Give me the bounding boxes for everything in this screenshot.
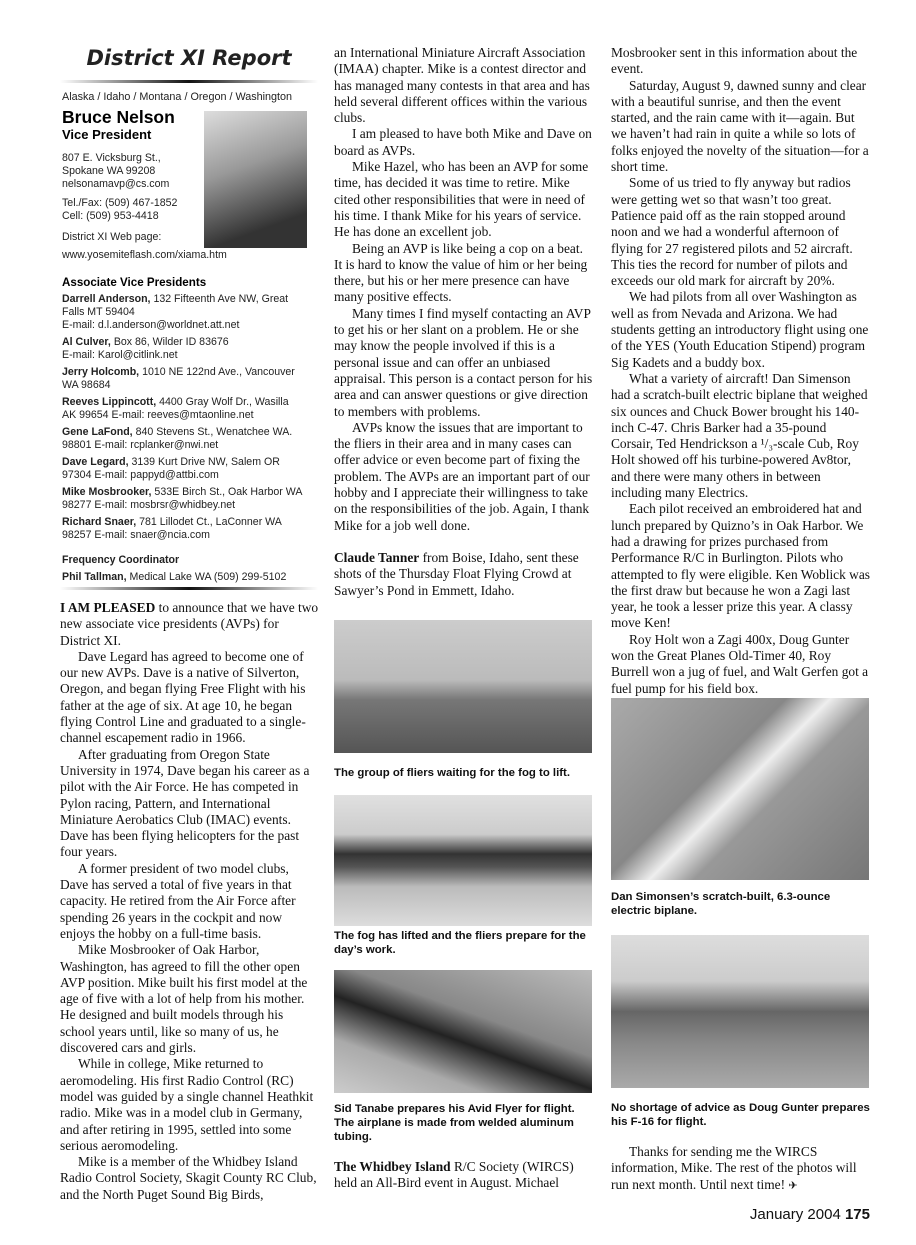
column-3-end <box>611 1144 871 1194</box>
portrait-photo <box>204 111 307 248</box>
frequency-heading: Frequency Coordinator <box>62 554 180 566</box>
paragraph: Each pilot received an embroidered hat and lunch prepared by Quizno’s in Oak Harbor. We had a drawing for prizes purchased from Performance R/C in Burlington. Pilots who attempted to fly were eligible. Ken Woblick was the first draw but because he won a Zagi last year, he took a lesser prize this year. A classy move Ken! <box>611 501 870 631</box>
frequency-coordinator <box>62 571 318 584</box>
photo-fog-lifted <box>334 795 592 926</box>
person-details: 98277 E-mail: mosbrsr@whidbey.net <box>62 499 236 511</box>
paragraph: Saturday, August 9, dawned sunny and clear with a beautiful sunrise, and then the event started, and the rain came with it—again. But we haven’t had rain in quite a while so lots of folks enjoyed the novelty of the situation—for a short time. <box>611 77 869 175</box>
lead-in: Claude Tanner <box>334 549 420 565</box>
caption: The fog has lifted and the fliers prepare for the day’s work. <box>334 930 586 956</box>
person-name: Mike Mosbrooker, <box>62 486 152 498</box>
lead-in: The Whidbey Island <box>334 1159 451 1174</box>
issue-date: January 2004 <box>749 1206 841 1223</box>
person-details: Medical Lake WA (509) 299-5102 <box>126 571 287 583</box>
paragraph: Mosbrooker sent in this information about the event. <box>611 45 858 77</box>
paragraph: AVPs know the issues that are important to the fliers in their area and in many cases can offer advice or even become part of fixing the problem. The AVPs are an important part of our hobby and I appreciate their willingness to take on the responsibilities of the job. Again, I thank Mike for a job well done. <box>334 419 590 533</box>
column-2 <box>334 45 594 599</box>
person-name: Dave Legard, <box>62 456 129 468</box>
associate-list <box>62 276 318 584</box>
paragraph <box>60 600 320 649</box>
paragraph: A former president of two model clubs, Dave has served a total of five years in that capacity. He retired from the Air Force after spending 26 years in the cockpit and now enjoys the hobby on a full-time basis. <box>60 860 296 941</box>
person-name: Reeves Lippincott, <box>62 396 157 408</box>
web-label: District XI Web page: <box>62 231 162 243</box>
caption: Dan Simonsen’s scratch-built, 6.3-ounce electric biplane. <box>611 891 831 917</box>
paragraph <box>611 1144 871 1194</box>
vp-contact <box>62 152 227 262</box>
paragraph: Dave Legard has agreed to become one of our new AVPs. Dave is a native of Silverton, Oregon, and began flying Free Flight with his father at the age of six. At age 10, he began flying Control Line and graduated to a single-channel escapement radio in 1966. <box>60 648 306 746</box>
paragraph <box>334 550 594 599</box>
paragraph: Mike Mosbrooker of Oak Harbor, Washington, has agreed to fill the other open AVP position. Mike built his first model at the age of five with a lot of help from his mother. He designed and built models through his school years until, like so many of us, he discovered cars and girls. <box>60 942 308 1056</box>
person-details: 781 Lillodet Ct., LaConner WA <box>136 516 282 528</box>
person-details: 4400 Gray Wolf Dr., Wasilla <box>156 396 289 408</box>
states-list: Alaska / Idaho / Montana / Oregon / Washington <box>62 91 293 103</box>
photo-fliers-fog <box>334 620 592 753</box>
address-line: Spokane WA 99208 <box>62 165 156 177</box>
paragraph <box>334 1159 594 1192</box>
paragraph: What a variety of aircraft! Dan Simenson had a scratch-built electric biplane that weighed six ounces and Chuck Bower brought his 140-inch C-47. Chris Barker had a 35-pound Corsair, Ted Hendrickson a ¹/₃-scale Cub, Roy Holt showed off his turbine-powered Av8tor, and there were many others in between including many Electrics. <box>611 370 868 501</box>
paragraph: Roy Holt won a Zagi 400x, Doug Gunter won the Great Planes Old-Timer 40, Roy Burrell won a jug of fuel, and Walt Gerfen got a fuel pump for his field box. <box>611 631 869 696</box>
person-details: 3139 Kurt Drive NW, Salem OR <box>128 456 280 468</box>
associate-entries <box>62 293 318 542</box>
paragraph-text: to announce that we have two new associate vice presidents (AVPs) for District XI. <box>60 600 319 648</box>
person-details: WA 98684 <box>62 379 111 391</box>
paragraph: While in college, Mike returned to aeromodeling. His first Radio Control (RC) model was guided by a single channel Heathkit radio. Mike was in a model club in Germany, and after retiring in 1995, settled into some serious aeromodeling. <box>60 1056 314 1153</box>
paragraph-text: from Boise, Idaho, sent these shots of the Thursday Float Flying Crowd at Sawyer’s Pond in Emmett, Idaho. <box>334 549 579 598</box>
paragraph-text: R/C Society (WIRCS) held an All-Bird event in August. Michael <box>334 1159 574 1191</box>
address-line: 807 E. Vicksburg St., <box>62 152 161 164</box>
page-footer <box>750 1206 870 1223</box>
person-details: 98257 E-mail: snaer@ncia.com <box>62 529 210 541</box>
column-title: District XI Report <box>86 46 292 70</box>
person-details: 1010 NE 122nd Ave., Vancouver <box>139 366 295 378</box>
paragraph: Being an AVP is like being a cop on a beat. It is hard to know the value of him or her being there, but his or her mere presence can have many positive effects. <box>334 240 588 305</box>
column-3 <box>611 45 871 697</box>
column-2-end <box>334 1159 594 1192</box>
paragraph: Mike is a member of the Whidbey Island Radio Control Society, Skagit County RC Club, and the North Puget Sound Big Birds, <box>60 1154 317 1202</box>
associate-entry <box>62 366 318 392</box>
associate-entry <box>62 336 318 362</box>
paragraph: Mike Hazel, who has been an AVP for some time, has decided it was time to retire. Mike cited other responsibilities that were in need of his time. I thank Mike for his years of service. He has done an excellent job. <box>334 159 589 240</box>
divider <box>60 587 318 590</box>
associate-entry <box>62 293 318 332</box>
vp-role: Vice President <box>62 127 152 142</box>
person-details: AK 99654 E-mail: reeves@mtaonline.net <box>62 409 254 421</box>
ama-logo-icon: ✈ <box>788 1179 798 1192</box>
column-1 <box>60 600 320 1203</box>
web-url[interactable]: www.yosemiteflash.com/xiama.htm <box>62 249 227 261</box>
person-details: 840 Stevens St., Wenatchee WA. <box>132 426 293 438</box>
person-details: 97304 E-mail: pappyd@attbi.com <box>62 469 219 481</box>
photo-biplane <box>611 698 869 880</box>
paragraph: an International Miniature Aircraft Association (IMAA) chapter. Mike is a contest director and has managed many contests in that area and has held several different offices within the various clubs. <box>334 45 590 126</box>
paragraph: I am pleased to have both Mike and Dave on board as AVPs. <box>334 126 592 158</box>
cell: Cell: (509) 953-4418 <box>62 210 159 222</box>
associate-entry <box>62 486 318 512</box>
photo-doug-gunter <box>611 935 869 1088</box>
person-details: 98801 E-mail: rcplanker@nwi.net <box>62 439 219 451</box>
email[interactable]: nelsonamavp@cs.com <box>62 178 170 190</box>
person-name: Al Culver, <box>62 336 111 348</box>
person-details: E-mail: Karol@citlink.net <box>62 349 178 361</box>
lead-in: I AM PLEASED <box>60 600 156 615</box>
associate-entry <box>62 396 318 422</box>
photo-avid-flyer <box>334 970 592 1093</box>
associates-heading: Associate Vice Presidents <box>62 276 207 289</box>
person-name: Gene LaFond, <box>62 426 133 438</box>
person-name: Darrell Anderson, <box>62 293 151 305</box>
associate-entry <box>62 456 318 482</box>
person-name: Richard Snaer, <box>62 516 137 528</box>
person-details: 533E Birch St., Oak Harbor WA <box>151 486 303 498</box>
paragraph-text: Thanks for sending me the WIRCS information, Mike. The rest of the photos will run next month. Until next time! <box>611 1144 857 1192</box>
person-name: Jerry Holcomb, <box>62 366 140 378</box>
person-details: Box 86, Wilder ID 83676 <box>110 336 229 348</box>
paragraph: After graduating from Oregon State University in 1974, Dave began his career as a pilot with the Air Force. He has competed in Pylon racing, Pattern, and International Miniature Aerobatics Club (IMAC) events. Dave has been flying helicopters for the past four years. <box>60 746 310 860</box>
caption: Sid Tanabe prepares his Avid Flyer for flight. The airplane is made from welded aluminum tubing. <box>334 1103 575 1143</box>
person-details: E-mail: d.l.anderson@worldnet.att.net <box>62 319 240 331</box>
page-number: 175 <box>844 1206 870 1223</box>
tel-fax: Tel./Fax: (509) 467-1852 <box>62 197 178 209</box>
paragraph: Some of us tried to fly anyway but radios were getting wet so that wasn’t too great. Patience paid off as the rain stopped around noon and we had a wonderful afternoon of flying for 27 registered pilots and 52 aircraft. This ties the record for number of pilots and exceeds our old mark for aircraft by 20%. <box>611 175 853 289</box>
person-name: Phil Tallman, <box>62 571 127 583</box>
paragraph: Many times I find myself contacting an AVP to get his or her slant on a problem. He or she may know the people involved if this is a personal issue and can offer an unbiased appraisal. This person is a contact person for his area and can answer questions or give direction to members with problems. <box>334 305 593 419</box>
associate-entry <box>62 426 318 452</box>
divider <box>60 80 318 83</box>
paragraph: We had pilots from all over Washington as well as from Nevada and Arizona. We had students getting an introductory flight using one of the YES (Youth Education Stipend) program Sig Kadets and a buddy box. <box>611 289 869 370</box>
associate-entry <box>62 516 318 542</box>
person-details: Falls MT 59404 <box>62 306 135 318</box>
person-details: 132 Fifteenth Ave NW, Great <box>150 293 289 305</box>
caption: No shortage of advice as Doug Gunter prepares his F-16 for flight. <box>611 1102 870 1128</box>
vp-name: Bruce Nelson <box>62 107 175 127</box>
caption: The group of fliers waiting for the fog to lift. <box>334 767 571 779</box>
